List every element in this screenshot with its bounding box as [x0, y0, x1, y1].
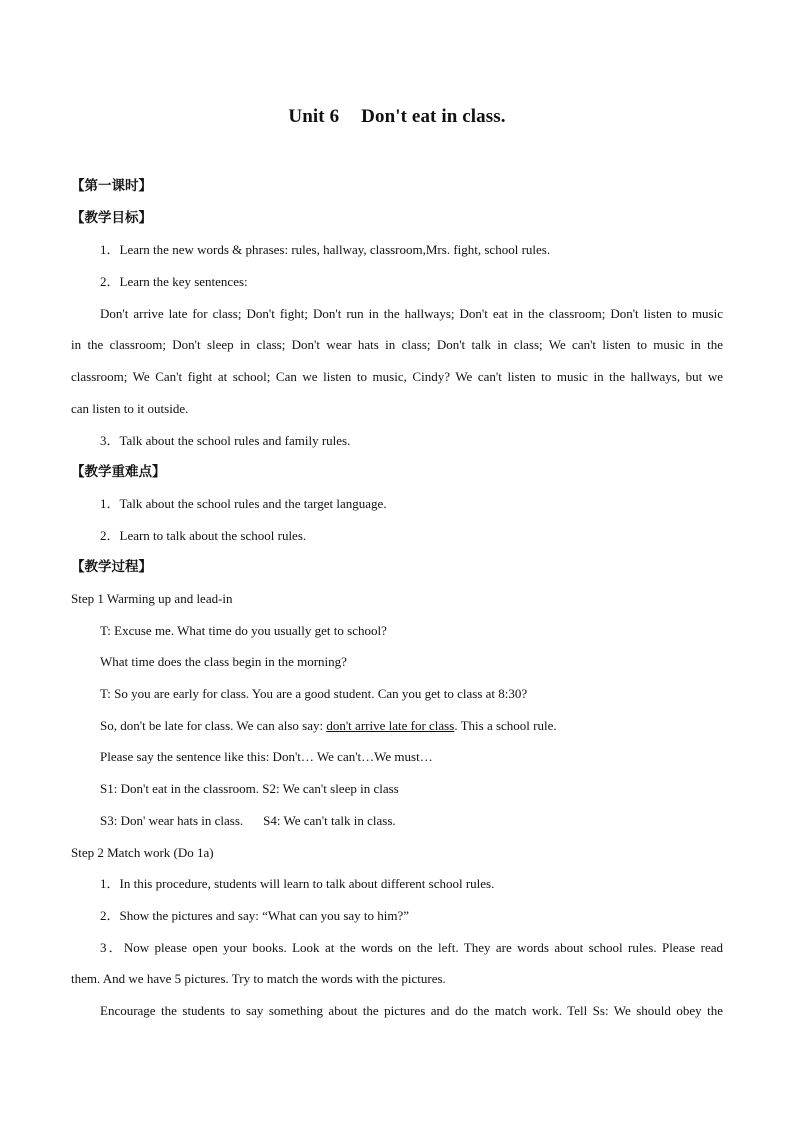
goal-3: 3．Talk about the school rules and family rules. — [100, 433, 351, 448]
title-unit: Unit 6 — [288, 106, 340, 127]
step-1-line-4-start: So, don't be late for class. We can also say: — [100, 718, 327, 733]
step-2-line-2: 2．Show the pictures and say: “What can you say to him?” — [100, 908, 410, 923]
step-1-heading: Step 1 Warming up and lead-in — [71, 591, 233, 606]
step-2-heading: Step 2 Match work (Do 1a) — [71, 845, 214, 860]
key-point-1: 1．Talk about the school rules and the target language. — [100, 496, 387, 511]
heading-process: 【教学过程】 — [71, 559, 152, 574]
key-point-2: 2．Learn to talk about the school rules. — [100, 528, 307, 543]
step-1-line-4 — [100, 718, 557, 734]
step-1-line-3: T: So you are early for class. You are a good student. Can you get to class at 8:30? — [100, 686, 528, 701]
step-1-line-7-s3: S3: Don' wear hats in class. — [100, 813, 244, 828]
step-1-line-7 — [100, 813, 396, 829]
key-sentences-line-2: in the classroom; Don't sleep in class; Don't wear hats in class; Don't talk in class; We can't listen to music in the — [71, 337, 723, 352]
step-2-line-4: Encourage the students to say something about the pictures and do the match work. Tell Ss: We should obey the — [100, 1003, 723, 1018]
goal-1: 1．Learn the new words & phrases: rules, hallway, classroom,Mrs. fight, school rules. — [100, 242, 551, 257]
heading-key-points: 【教学重难点】 — [71, 464, 166, 479]
heading-goals: 【教学目标】 — [71, 210, 152, 225]
key-sentences-line-3: classroom; We Can't fight at school; Can we listen to music, Cindy? We can't listen to music in the hallways, but we — [71, 369, 723, 384]
step-1-line-4-end: . This a school rule. — [454, 718, 557, 733]
step-2-line-1: 1．In this procedure, students will learn to talk about different school rules. — [100, 876, 495, 891]
key-sentences-line-1: Don't arrive late for class; Don't fight; Don't run in the hallways; Don't eat in the classroom; Don't listen to music — [100, 306, 723, 321]
step-2-line-3-cont: them. And we have 5 pictures. Try to match the words with the pictures. — [71, 971, 446, 986]
step-1-line-6: S1: Don't eat in the classroom. S2: We can't sleep in class — [100, 781, 399, 796]
key-sentences-line-4: can listen to it outside. — [71, 401, 189, 416]
step-1-line-1: T: Excuse me. What time do you usually get to school? — [100, 623, 387, 638]
document-title — [0, 106, 794, 128]
step-1-line-2: What time does the class begin in the morning? — [100, 654, 347, 669]
heading-lesson: 【第一课时】 — [71, 178, 152, 193]
step-1-line-5: Please say the sentence like this: Don't… We can't…We must… — [100, 749, 433, 764]
goal-2: 2．Learn the key sentences: — [100, 274, 248, 289]
step-2-line-3: 3．Now please open your books. Look at the words on the left. They are words about school rules. Please read — [100, 940, 723, 955]
step-1-line-7-s4: S4: We can't talk in class. — [263, 813, 396, 828]
title-text: Don't eat in class. — [361, 106, 506, 127]
underlined-phrase: don't arrive late for class — [326, 718, 455, 733]
